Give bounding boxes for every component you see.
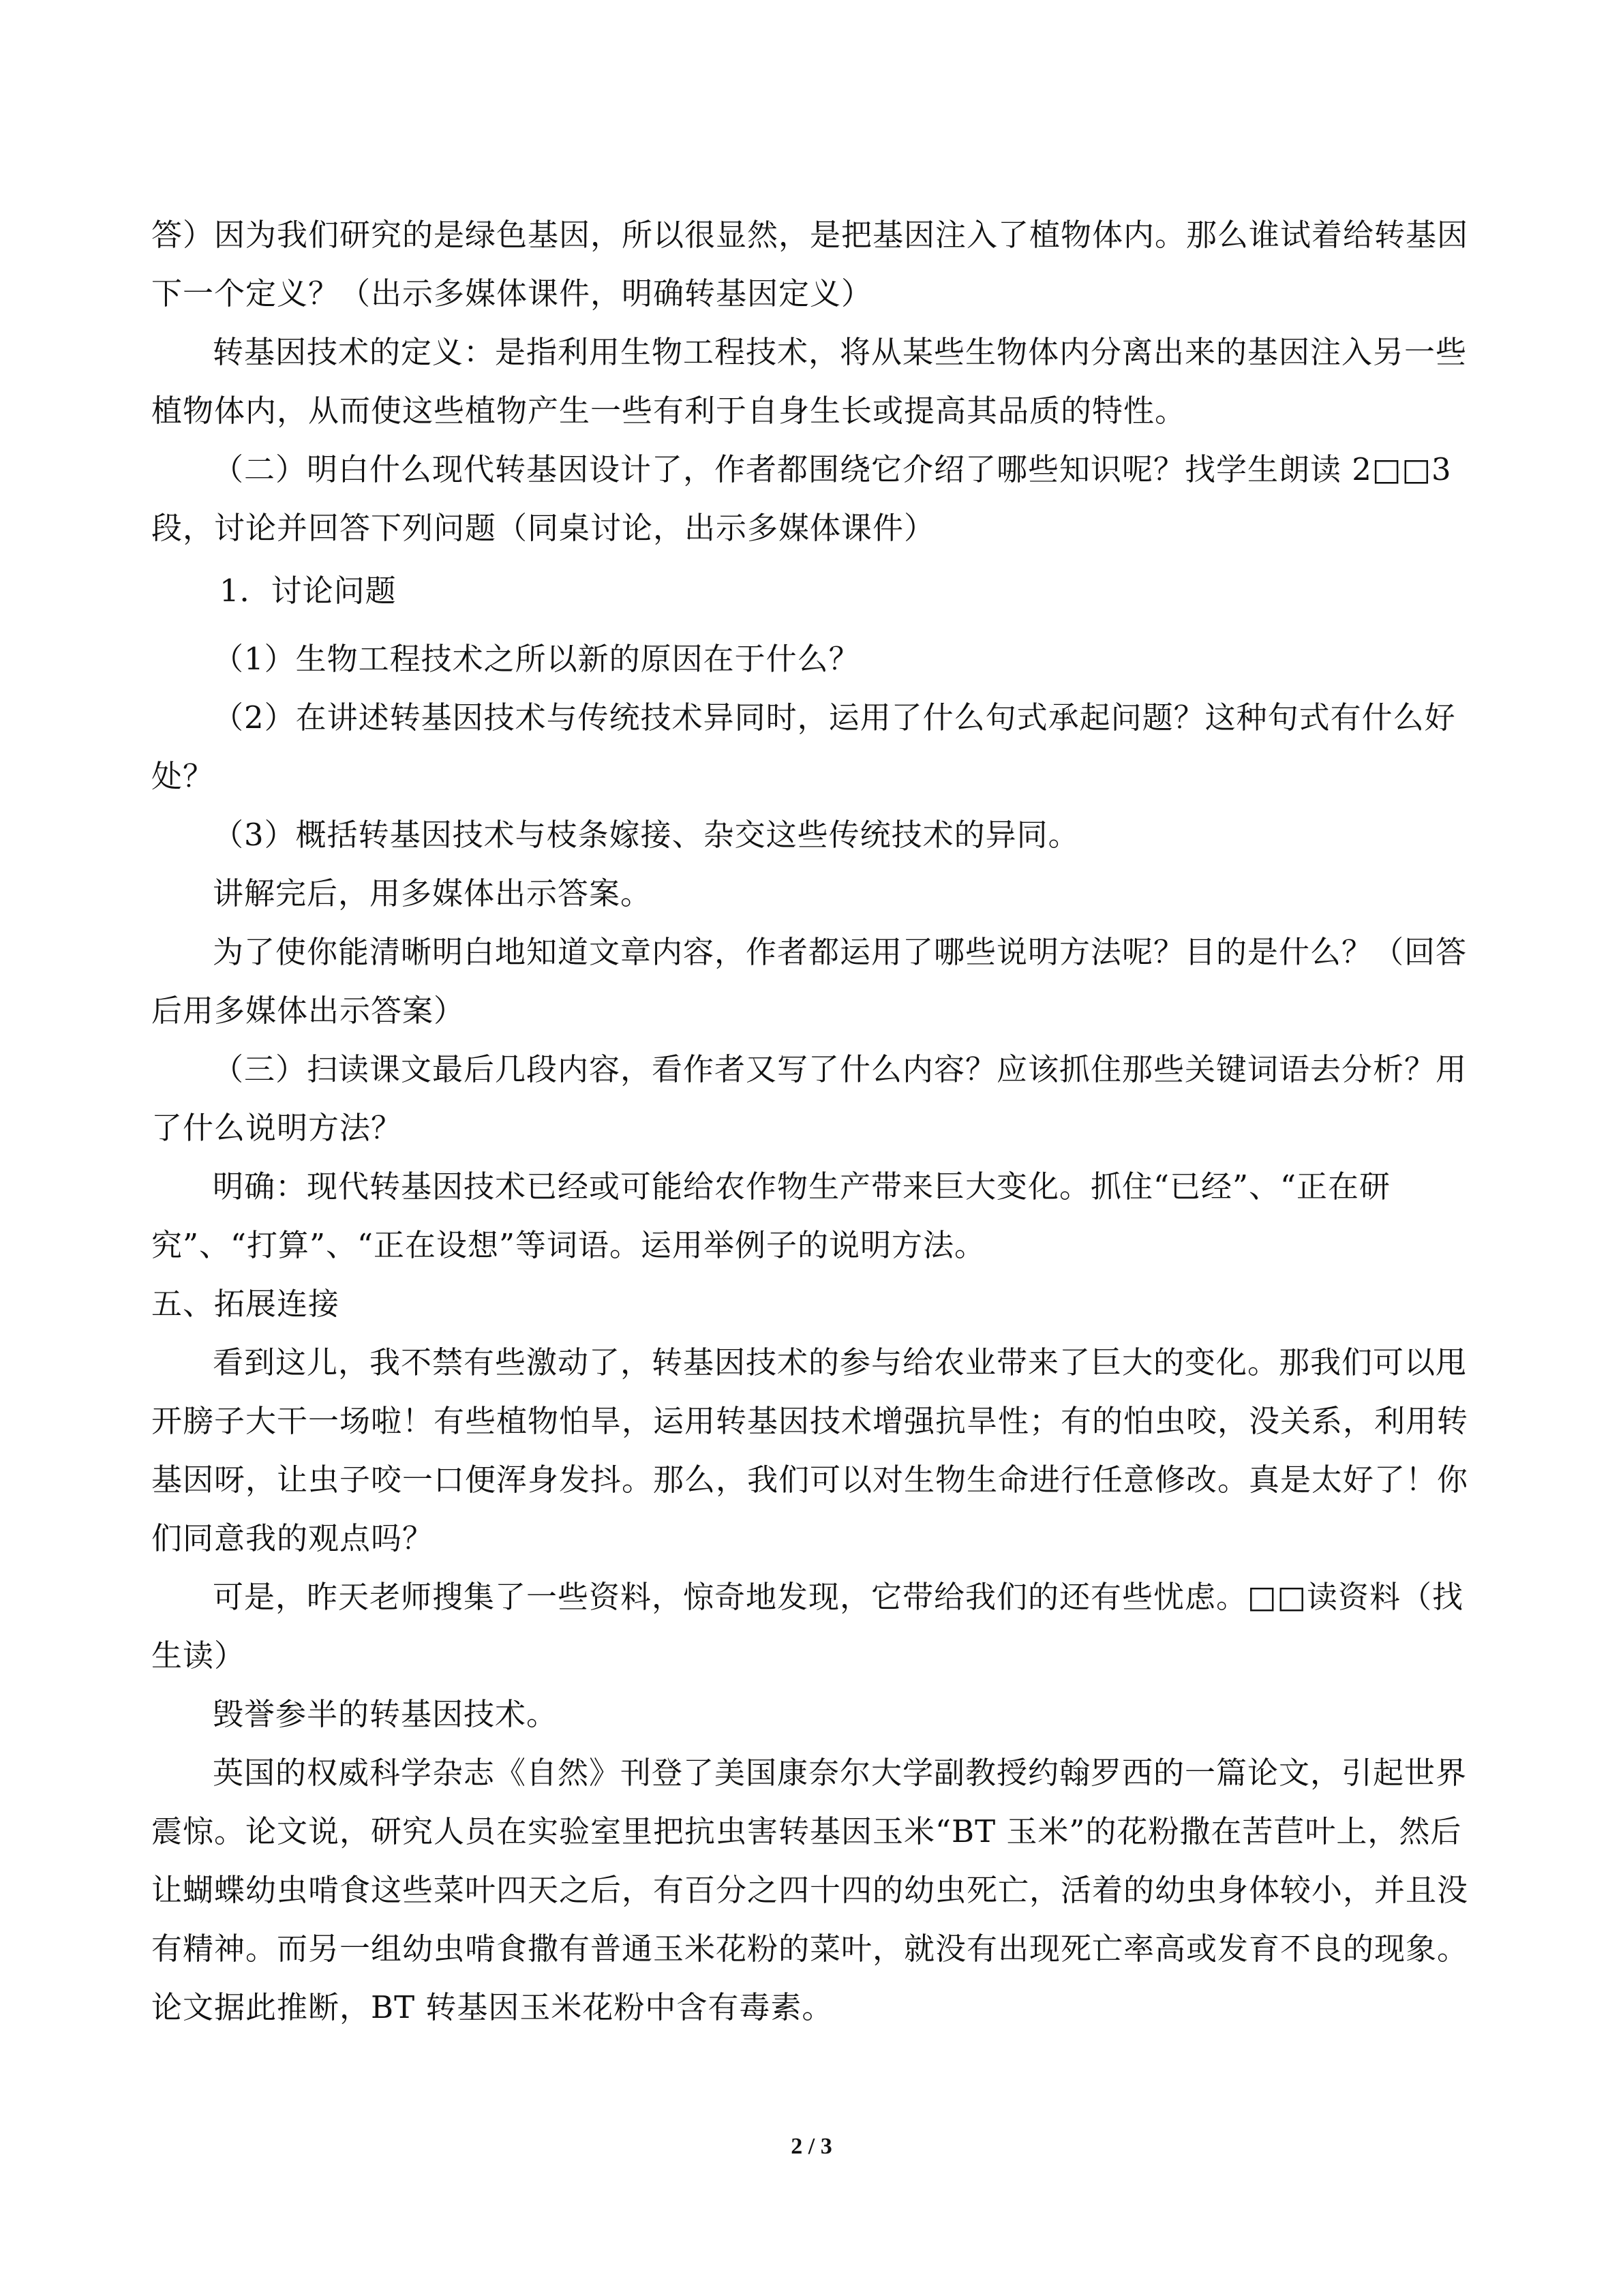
- paragraph-section-three: （三）扫读课文最后几段内容，看作者又写了什么内容？应该抓住那些关键词语去分析？用了什么说明方法？: [151, 1051, 1468, 1146]
- heading-discussion-questions: 1．讨论问题: [219, 573, 397, 609]
- paragraph-clarification: 明确：现代转基因技术已经或可能给农作物生产带来巨大变化。抓住“已经”、“正在研究”、“打算”、“正在设想”等词语。运用举例子的说明方法。: [151, 1168, 1391, 1263]
- paragraph-excitement: 看到这儿，我不禁有些激动了，转基因技术的参与给农业带来了巨大的变化。那我们可以甩开膀子大干一场啦！有些植物怕旱，运用转基因技术增强抗旱性；有的怕虫咬，没关系，利用转基因呀，让虫子咬一口便浑身发抖。那么，我们可以对生物生命进行任意修改。真是太好了！你们同意我的观点吗？: [151, 1344, 1469, 1556]
- paragraph-concerns: 可是，昨天老师搜集了一些资料，惊奇地发现，它带给我们的还有些忧虑。□□读资料（找生读）: [151, 1579, 1464, 1674]
- paragraph-show-answers: 讲解完后，用多媒体出示答案。: [213, 875, 652, 911]
- paragraph-section-two: （二）明白什么现代转基因设计了，作者都围绕它介绍了哪些知识呢？找学生朗读 2□□3 段，讨论并回答下列问题（同桌讨论，出示多媒体课件）: [151, 451, 1452, 546]
- paragraph-nature-article: 英国的权威科学杂志《自然》刊登了美国康奈尔大学副教授约翰罗西的一篇论文，引起世界震惊。论文说，研究人员在实验室里把抗虫害转基因玉米“BT 玉米”的花粉撒在苦苣叶上，然后让蝴蝶幼虫啃食这些菜叶四天之后，有百分之四十四的幼虫死亡，活着的幼虫身体较小，并且没有精神。而另一组幼虫啃食撒有普通玉米花粉的菜叶，就没有出现死亡率高或发育不良的现象。论文据此推断，BT 转基因玉米花粉中含有毒素。: [151, 1755, 1469, 2025]
- question-item-1: （1）生物工程技术之所以新的原因在于什么？: [213, 641, 860, 677]
- page-number: 2 / 3: [791, 2134, 832, 2159]
- paragraph-definition-answer: 答）因为我们研究的是绿色基因，所以很显然，是把基因注入了植物体内。那么谁试着给转基因下一个定义？（出示多媒体课件，明确转基因定义）: [151, 217, 1469, 312]
- question-item-3: （3）概括转基因技术与枝条嫁接、杂交这些传统技术的异同。: [213, 817, 1080, 853]
- paragraph-transgenic-definition: 转基因技术的定义：是指利用生物工程技术，将从某些生物体内分离出来的基因注入另一些植物体内，从而使这些植物产生一些有利于自身生长或提高其品质的特性。: [151, 334, 1468, 429]
- document-body: [151, 206, 1474, 2037]
- question-item-2: （2）在讲述转基因技术与传统技术异同时，运用了什么句式承起问题？这种句式有什么好处？: [151, 699, 1456, 794]
- section-title-extension: 五、拓展连接: [151, 1286, 340, 1322]
- paragraph-explanation-methods: 为了使你能清晰明白地知道文章内容，作者都运用了哪些说明方法呢？目的是什么？（回答后用多媒体出示答案）: [151, 934, 1468, 1029]
- paragraph-material-title: 毁誉参半的转基因技术。: [213, 1696, 558, 1732]
